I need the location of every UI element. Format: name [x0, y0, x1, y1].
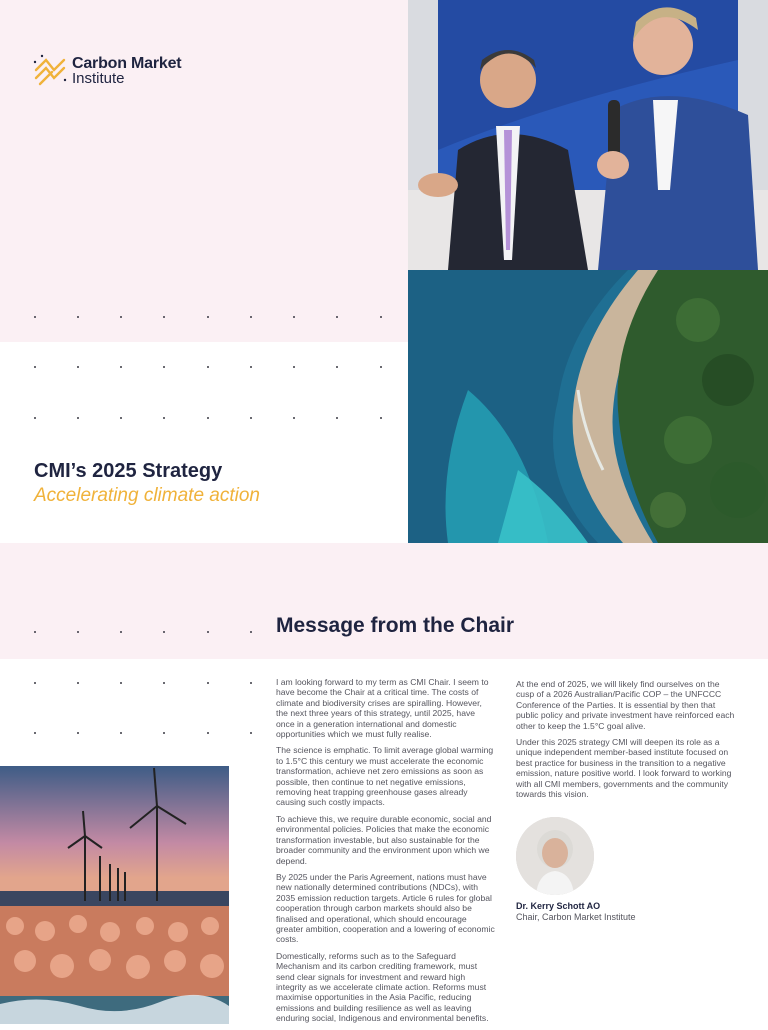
section-title: Message from the Chair	[276, 614, 515, 637]
brand-name	[72, 52, 181, 86]
letter-column-1	[276, 677, 496, 1030]
signature-role: Chair, Carbon Market Institute	[516, 912, 636, 922]
avatar	[516, 817, 594, 895]
photo-wind-turbines	[0, 766, 229, 1024]
section-pink-band	[0, 543, 768, 659]
brand-logo[interactable]	[32, 52, 232, 92]
letter-paragraph: At the end of 2025, we will likely find ourselves on the cusp of a 2026 Australian/Pacific COP – the UNFCCC Conference of the Parties. It is essential by then that public policy and private investment have reinforced each other to keep the 1.5°C goal alive.	[516, 679, 735, 731]
letter-paragraph: To achieve this, we require durable economic, social and environmental policies. Policies that make the economic transformation investable, but also sustainable for the broader community and the environment upon which we depend.	[276, 813, 492, 866]
signature-name: Dr. Kerry Schott AO	[516, 901, 601, 911]
brand-name-line1: Carbon Market	[72, 55, 182, 72]
letter-paragraph: By 2025 under the Paris Agreement, nations must have new nationally determined contributions (NDCs), with 2035 emission reduction targets. Article 6 rules for global cooperation through carbon markets should also be finalised and operational, which should encourage greater ambition, cooperation and a lowering of economic costs.	[276, 871, 495, 945]
letter-paragraph: Under this 2025 strategy CMI will deepen its role as a unique independent member-based institute focused on best practice for business in the transition to a negative emission, nature positive world. I look forward to working with all CMI members, governments and the community towards this vision.	[516, 737, 732, 800]
letter-paragraph: The science is emphatic. To limit average global warming to 1.5°C this century we must accelerate the economic transformation, achieve net zero emissions as soon as possible, then continue to net negative emissions, removing heat trapping greenhouse gases already causing such costly impacts.	[276, 745, 494, 808]
wind-turbines-illustration	[0, 766, 229, 1024]
logo-mark-icon	[32, 52, 68, 88]
hero-title: CMI’s 2025 Strategy	[34, 460, 223, 482]
portrait-illustration	[516, 817, 594, 895]
coastline-illustration	[408, 270, 768, 543]
photo-aerial-coastline	[408, 270, 768, 543]
speakers-illustration	[408, 0, 768, 270]
photo-speakers	[408, 0, 768, 270]
letter-column-2	[516, 679, 738, 805]
hero-subtitle: Accelerating climate action	[34, 485, 260, 506]
letter-paragraph: Domestically, reforms such as to the Safeguard Mechanism and its carbon crediting framework, must send clear signals for investment and reward high integrity as we accelerate climate action. Reforms must maximise opportunities in the Asia Pacific, reducing emissions and building resilience as well as leaving enduring social, Indigenous and environmental benefits.	[276, 950, 489, 1024]
letter-paragraph: I am looking forward to my term as CMI Chair. I seem to have become the Chair at a critical time. The costs of climate and biodiversity crises are spiralling. However, the next three years of this strategy, until 2025, have once in a generation international and domestic opportunities which we must fully realise.	[276, 677, 489, 740]
brand-name-line2: Institute	[72, 70, 125, 87]
